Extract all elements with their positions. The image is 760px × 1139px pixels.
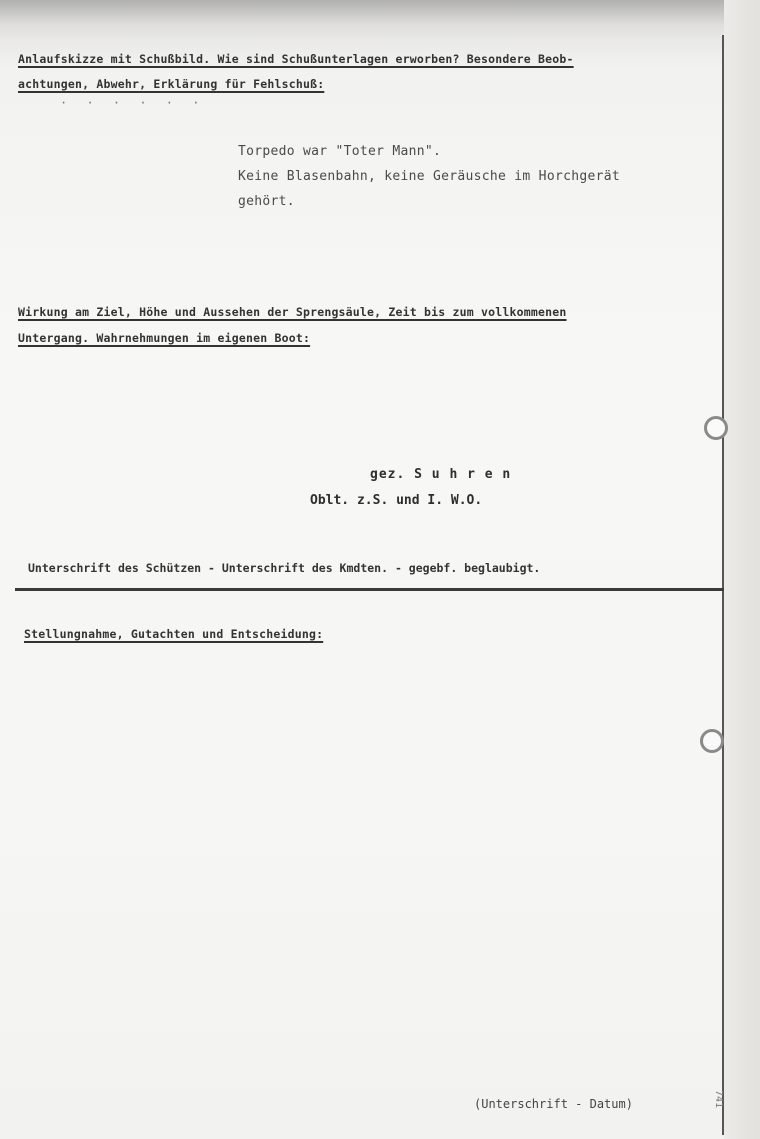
section2-heading-line1: Wirkung am Ziel, Höhe und Aussehen der Sprengsäule, Zeit bis zum vollkommenen bbox=[18, 305, 567, 319]
page-fold-shadow bbox=[0, 0, 760, 40]
punch-hole-upper bbox=[704, 416, 728, 440]
stray-marks: · · · · · · bbox=[60, 96, 206, 110]
margin-page-mark: 741 bbox=[713, 1090, 724, 1109]
section1-body-line2: Keine Blasenbahn, keine Geräusche im Horchgerät bbox=[238, 169, 620, 184]
closing-signature-date: (Unterschrift - Datum) bbox=[474, 1097, 633, 1111]
right-margin-strip bbox=[724, 0, 760, 1139]
signature-name: gez. S u h r e n bbox=[370, 467, 512, 482]
signature-rank: Oblt. z.S. und I. W.O. bbox=[310, 493, 483, 508]
section-divider bbox=[15, 588, 724, 591]
section1-body-line3: gehört. bbox=[238, 194, 295, 209]
section2-heading-line2: Untergang. Wahrnehmungen im eigenen Boot: bbox=[18, 331, 311, 345]
section3-heading: Stellungnahme, Gutachten und Entscheidung: bbox=[24, 627, 324, 641]
section1-heading-line1: Anlaufskizze mit Schußbild. Wie sind Schußunterlagen erworben? Besondere Beob- bbox=[18, 52, 574, 66]
punch-hole-lower bbox=[700, 729, 724, 753]
right-margin-rule bbox=[722, 35, 724, 1135]
section1-body-line1: Torpedo war "Toter Mann". bbox=[238, 144, 442, 159]
signature-caption: Unterschrift des Schützen - Unterschrift des Kmdten. - gegebf. beglaubigt. bbox=[28, 561, 541, 575]
section1-heading-line2: achtungen, Abwehr, Erklärung für Fehlschuß: bbox=[18, 77, 325, 91]
